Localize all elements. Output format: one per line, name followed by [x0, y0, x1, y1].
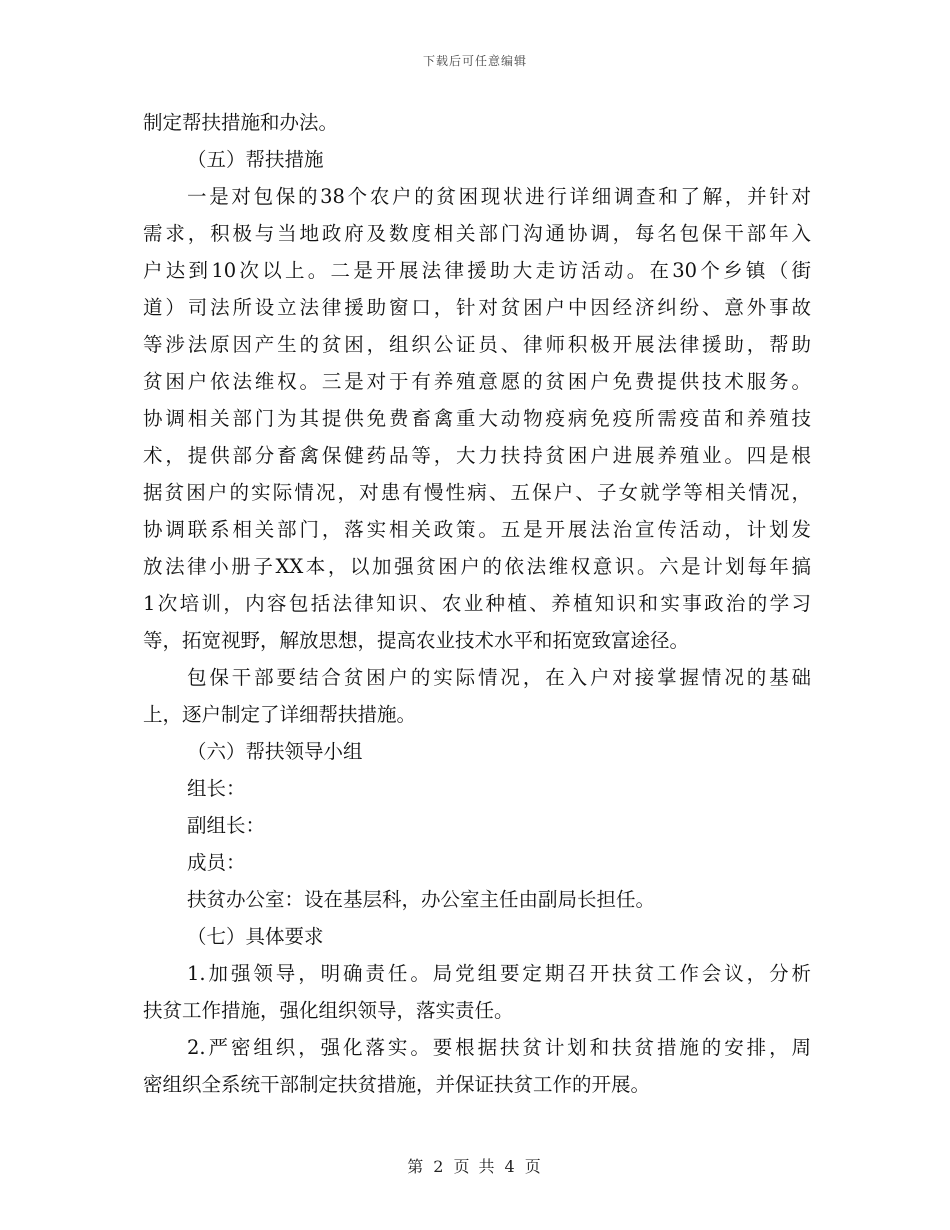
total-page-number: 4	[504, 1157, 517, 1176]
requirement-line: 2.严密组织，强化落实。要根据扶贫计划和扶贫措施的安排，周	[187, 1036, 811, 1059]
paragraph-line: 上，逐户制定了详细帮扶措施。	[143, 703, 417, 726]
paragraph-line: 道）司法所设立法律援助窗口，针对贫困户中因经济纠纷、意外事故	[143, 296, 811, 319]
office-line: 扶贫办公室：设在基层科，办公室主任由副局长担任。	[187, 888, 656, 911]
document-body	[143, 104, 811, 1103]
paragraph-line: 协调联系相关部门，落实相关政策。五是开展法治宣传活动，计划发	[143, 518, 811, 541]
requirement-line: 密组织全系统干部制定扶贫措施，并保证扶贫工作的开展。	[143, 1073, 651, 1096]
paragraph-line: 1次培训，内容包括法律知识、农业种植、养植知识和实事政治的学习	[143, 592, 811, 615]
section-heading-5: （五）帮扶措施	[187, 148, 324, 171]
section-heading-6: （六）帮扶领导小组	[187, 740, 363, 763]
section-heading-7: （七）具体要求	[187, 925, 324, 948]
page-footer	[0, 1154, 950, 1177]
paragraph-line: 贫困户依法维权。三是对于有养殖意愿的贫困户免费提供技术服务。	[143, 370, 811, 393]
deputy-leader-line: 副组长：	[187, 814, 266, 837]
paragraph-line: 制定帮扶措施和办法。	[143, 111, 339, 134]
page-header: 下载后可任意编辑	[422, 54, 527, 68]
current-page-number: 2	[433, 1157, 446, 1176]
paragraph-line: 术，提供部分畜禽保健药品等，大力扶持贫困户进展养殖业。四是根	[143, 444, 811, 467]
paragraph-line: 放法律小册子XX本，以加强贫困户的依法维权意识。六是计划每年搞	[143, 555, 811, 578]
paragraph-line: 需求，积极与当地政府及数度相关部门沟通协调，每名包保干部年入	[143, 222, 811, 245]
paragraph-line: 等涉法原因产生的贫困，组织公证员、律师积极开展法律援助，帮助	[143, 333, 811, 356]
paragraph-line: 等，拓宽视野，解放思想，提高农业技术水平和拓宽致富途径。	[143, 629, 690, 652]
paragraph-line: 协调相关部门为其提供免费畜禽重大动物疫病免疫所需疫苗和养殖技	[143, 407, 811, 430]
requirement-line: 扶贫工作措施，强化组织领导，落实责任。	[143, 999, 514, 1022]
footer-prefix: 第	[407, 1157, 426, 1176]
paragraph-line: 一是对包保的38个农户的贫困现状进行详细调查和了解，并针对	[187, 185, 811, 208]
requirement-line: 1.加强领导，明确责任。局党组要定期召开扶贫工作会议，分析	[187, 962, 811, 985]
paragraph-line: 包保干部要结合贫困户的实际情况，在入户对接掌握情况的基础	[187, 666, 811, 689]
leader-line: 组长：	[187, 777, 246, 800]
members-line: 成员：	[187, 851, 246, 874]
footer-middle: 页 共	[453, 1157, 497, 1176]
paragraph-line: 据贫困户的实际情况，对患有慢性病、五保户、子女就学等相关情况，	[143, 481, 811, 504]
footer-suffix: 页	[524, 1157, 543, 1176]
paragraph-line: 户达到10次以上。二是开展法律援助大走访活动。在30个乡镇（街	[143, 259, 811, 282]
